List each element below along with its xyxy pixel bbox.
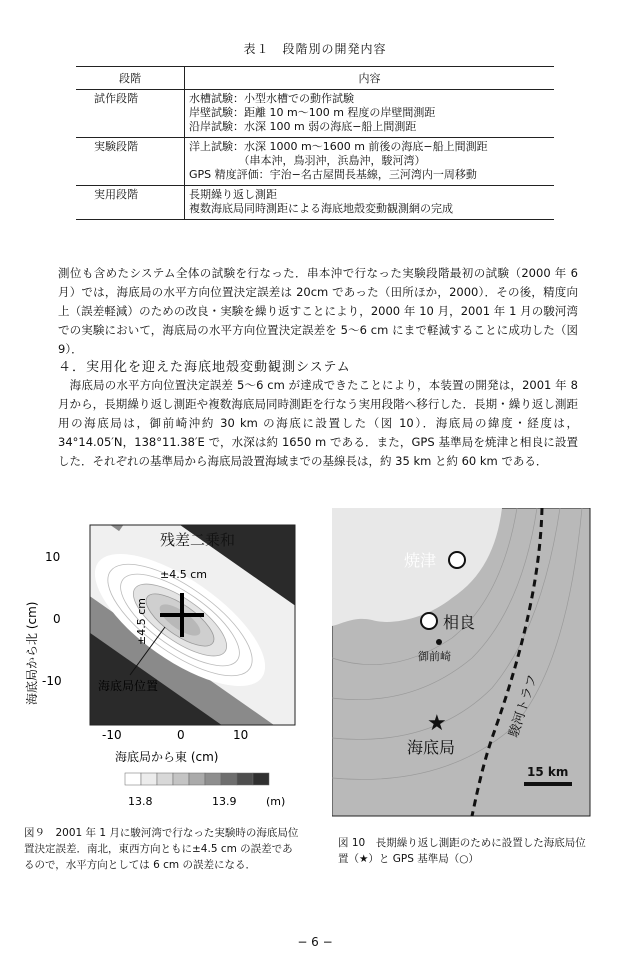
colorbar-tick: 13.8 <box>128 795 153 808</box>
content-line: 岸壁試験：距離 10 m〜100 m 程度の岸壁間測距 <box>189 106 436 119</box>
fig9-title: 残差二乗和 <box>160 531 236 549</box>
table-header-content: 内容 <box>185 67 555 90</box>
content-line: 複数海底局同時測距による海底地殻変動観測網の完成 <box>189 202 453 215</box>
label-trough: 駿河トラフ <box>506 672 541 740</box>
body-paragraph-2: 海底局の水平方向位置決定誤差 5〜6 cm が達成できたことにより，本装置の開発は，2001 年 8 月から，長期繰り返し測距や複数海底局同時測距を行なう実用段階へ移行した．長期・繰り返し測距用の海底局は，御前崎沖約 30 km の海底に設置した（図 10）．海底局の緯度・経度は，34°14.05′N，138°11.38′E で，水深は約 1650 m である．また，GPS 基準局を焼津と相良に設置した．それぞれの基準局から海底局設置海域までの基線長は，約 35 km と約 60 km である． <box>58 378 578 468</box>
content-line: 長期繰り返し測距 <box>189 188 277 201</box>
table-header-stage: 段階 <box>76 67 185 90</box>
section-heading: ４．実用化を迎えた海底地殻変動観測システム <box>58 360 351 375</box>
table-cell-content <box>185 138 555 186</box>
body-paragraph-1: 測位も含めたシステム全体の試験を行なった．串本沖で行なった実験段階最初の試験（2000 年 6 月）では，海底局の水平方向位置決定誤差は 20cm であった（田所ほか，2000）．その後，精度向上（誤差軽減）のための改良・実験を繰り返すことにより，2000 年 10 月，2001 年 1 月の駿河湾での実験において，海底局の水平方向位置決定誤差を 5〜6 cm にまで軽減することに成功した（図 9）． <box>58 266 578 356</box>
label-yaizu: 焼津 <box>404 551 437 570</box>
omaezaki-dot <box>436 639 442 645</box>
fig10-caption: 図 10 長期繰り返し測距のために設置した海底局位置（★）と GPS 基準局（○） <box>338 837 586 865</box>
x-tick: 10 <box>233 728 249 742</box>
table-row <box>76 90 554 138</box>
colorbar-unit: (m) <box>266 795 286 808</box>
content-line: 沿岸試験：水深 100 m 弱の海底−船上間測距 <box>189 120 417 133</box>
fig10-map <box>332 508 592 818</box>
table-title: 表１ 段階別の開発内容 <box>243 42 387 56</box>
colorbar-tick: 13.9 <box>212 795 237 808</box>
content-line: 水槽試験：小型水槽での動作試験 <box>189 92 354 105</box>
page-number: − 6 − <box>297 935 333 949</box>
content-line: GPS 精度評価：宇治−名古屋間長基線，三河湾内一周移動 <box>189 168 477 181</box>
content-line: （串本沖，鳥羽沖，浜島沖，駿河湾） <box>189 154 426 167</box>
seafloor-station-star-icon: ★ <box>427 711 447 736</box>
fig9-xlabel: 海底局から東 (cm) <box>115 750 219 764</box>
label-sagara: 相良 <box>443 613 476 632</box>
x-tick: -10 <box>102 728 122 742</box>
table-cell-content <box>185 90 555 138</box>
table-header-row <box>76 67 554 90</box>
table-row <box>76 186 554 220</box>
scale-label: 15 km <box>527 765 569 779</box>
fig9-residual-plot <box>20 505 310 820</box>
content-line: 洋上試験：水深 1000 m〜1600 m 前後の海底−船上間測距 <box>189 140 488 153</box>
scale-bar <box>524 782 572 786</box>
gps-station-yaizu <box>449 552 465 568</box>
y-tick: 0 <box>53 612 61 626</box>
label-station: 海底局 <box>407 738 456 757</box>
error-x-label: ±4.5 cm <box>160 568 207 581</box>
stages-table <box>76 66 554 220</box>
colorbar <box>125 773 269 785</box>
gps-station-sagara <box>421 613 437 629</box>
table-cell-stage: 試作段階 <box>76 90 185 138</box>
table-cell-stage: 実用段階 <box>76 186 185 220</box>
fig9-caption: 図９ 2001 年 1 月に駿河湾で行なった実験時の海底局位置決定誤差．南北，東西方向ともに±4.5 cm の誤差であるので，水平方向としては 6 cm の誤差になる． <box>24 827 299 871</box>
pointer-label: 海底局位置 <box>98 679 159 693</box>
x-tick: 0 <box>177 728 185 742</box>
table-row <box>76 138 554 186</box>
y-tick: 10 <box>45 550 61 564</box>
error-y-label: ±4.5 cm <box>135 598 148 645</box>
table-cell-stage: 実験段階 <box>76 138 185 186</box>
table-cell-content <box>185 186 555 220</box>
y-tick: -10 <box>42 674 62 688</box>
label-omaezaki: 御前崎 <box>418 650 451 663</box>
fig9-ylabel: 海底局から北 (cm) <box>25 601 39 705</box>
